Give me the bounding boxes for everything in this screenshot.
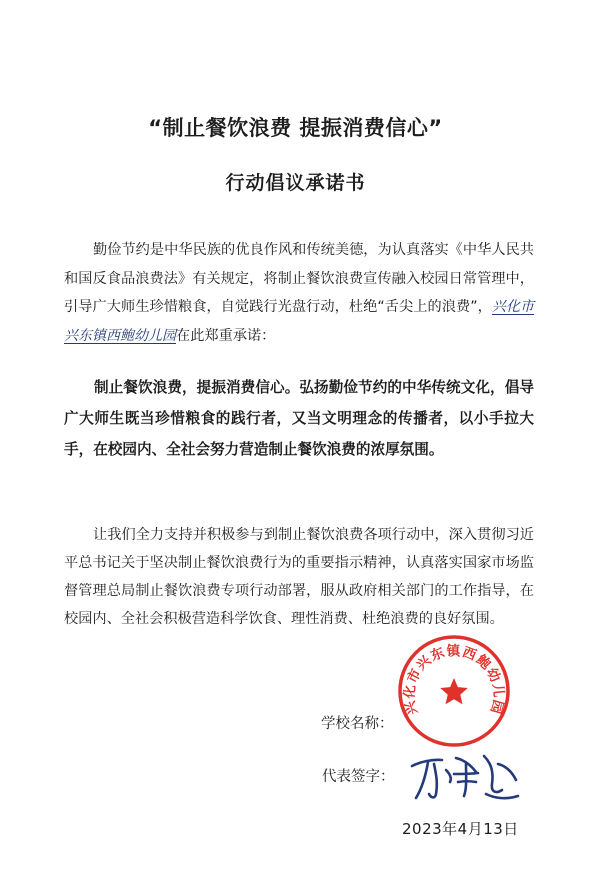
- handwritten-signature: [406, 744, 522, 806]
- handwritten-school-name: 兴化市兴东镇西鲍幼儿园: [64, 299, 535, 344]
- paragraph-1-text: 勤俭节约是中华民族的优良作风和传统美德，为认真落实《中华人民共和国反食品浪费法》有关规定，将制止餐饮浪费宣传融入校园日常管理中，引导广大师生珍惜粮食，自觉践行光盘行动，杜绝“舌尖上的浪费”，: [64, 242, 534, 315]
- paragraph-3: 让我们全力支持并积极参与到制止餐饮浪费各项行动中，深入贯彻习近平总书记关于坚决制止餐饮浪费行为的重要指示精神，认真落实国家市场监督管理总局制止餐饮浪费专项行动部署，服从政府相关部门的工作指导，在校园内、全社会积极营造科学饮食、理性消费、杜绝浪费的良好氛围。: [64, 527, 534, 627]
- school-name-label: 学校名称：: [321, 716, 394, 732]
- representative-signature-label: 代表签字：: [322, 769, 395, 785]
- paragraph-2-bold: 制止餐饮浪费，提振消费信心。弘扬勤俭节约的中华传统文化，倡导广大师生既当珍惜粮食的践行者，又当文明理念的传播者，以小手拉大手，在校园内、全社会努力营造制止餐饮浪费的浓厚氛围。: [64, 379, 534, 458]
- date: 2023年4月13日: [402, 820, 519, 838]
- paragraph-1: [64, 236, 534, 350]
- document-title: “制止餐饮浪费 提振消费信心”: [148, 116, 443, 140]
- paragraph-1-pledge: 在此郑重承诺：: [176, 327, 276, 344]
- seal-text: 兴化市兴东镇西鲍幼儿园: [401, 643, 507, 717]
- document-subtitle: 行动倡议承诺书: [225, 172, 366, 194]
- official-seal: [395, 632, 513, 750]
- seal-star-icon: [440, 678, 468, 704]
